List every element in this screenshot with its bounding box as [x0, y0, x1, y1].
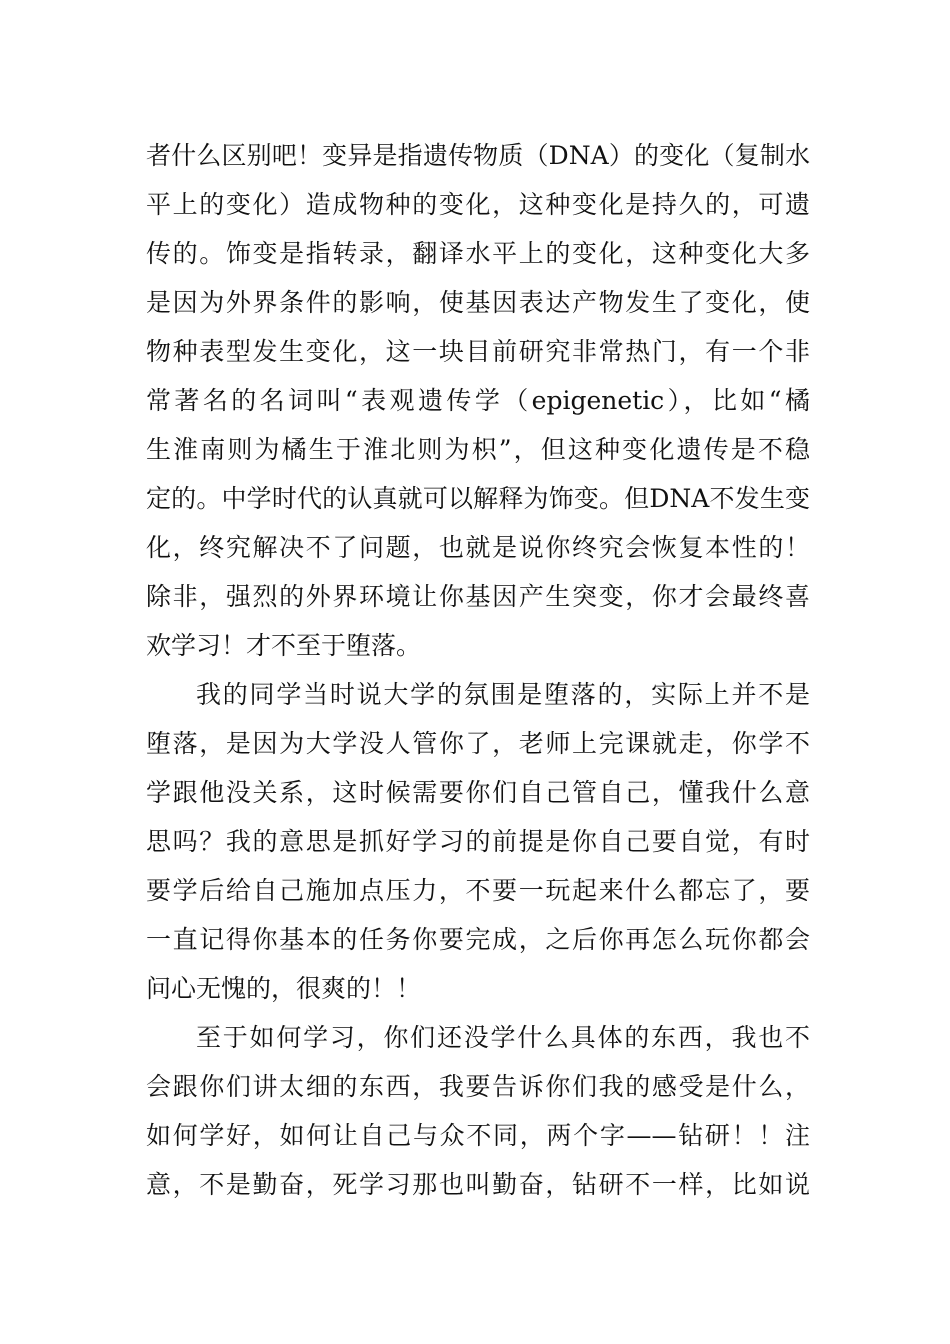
- text-line: 物种表型发生变化，这一块目前研究非常热门，有一个非: [146, 337, 810, 366]
- text-line: 问心无愧的，很爽的！！: [146, 974, 422, 1003]
- text-line: 是因为外界条件的影响，使基因表达产物发生了变化，使: [146, 288, 810, 317]
- text-line: 要学后给自己施加点压力，不要一玩起来什么都忘了，要: [146, 876, 810, 905]
- text-line: 思吗？我的意思是抓好学习的前提是你自己要自觉，有时: [146, 827, 810, 856]
- text-line: 者什么区别吧！变异是指遗传物质（DNA）的变化（复制水: [146, 141, 810, 170]
- text-line: 除非，强烈的外界环境让你基因产生突变，你才会最终喜: [146, 582, 810, 611]
- paragraph-first-line: 我的同学当时说大学的氛围是堕落的，实际上并不是: [196, 680, 810, 709]
- body-text: [146, 131, 810, 1209]
- text-line: 意，不是勤奋，死学习那也叫勤奋，钻研不一样，比如说: [146, 1170, 810, 1199]
- text-line: 化，终究解决不了问题，也就是说你终究会恢复本性的！: [146, 533, 810, 562]
- text-line: 平上的变化）造成物种的变化，这种变化是持久的，可遗: [146, 190, 810, 219]
- paragraph-first-line: 至于如何学习，你们还没学什么具体的东西，我也不: [196, 1023, 810, 1052]
- text-line: 堕落，是因为大学没人管你了，老师上完课就走，你学不: [146, 729, 810, 758]
- text-line: 生淮南则为橘生于淮北则为枳”，但这种变化遗传是不稳: [146, 435, 810, 464]
- text-line: 会跟你们讲太细的东西，我要告诉你们我的感受是什么，: [146, 1072, 810, 1101]
- text-line: 欢学习！才不至于堕落。: [146, 631, 422, 660]
- text-line: 常著名的名词叫“表观遗传学（epigenetic），比如“橘: [146, 386, 810, 415]
- text-line: 定的。中学时代的认真就可以解释为饰变。但DNA不发生变: [146, 484, 810, 513]
- text-line: 学跟他没关系，这时候需要你们自己管自己，懂我什么意: [146, 778, 810, 807]
- text-line: 一直记得你基本的任务你要完成，之后你再怎么玩你都会: [146, 925, 810, 954]
- text-line: 传的。饰变是指转录，翻译水平上的变化，这种变化大多: [146, 239, 810, 268]
- text-line: 如何学好，如何让自己与众不同，两个字——钻研！！注: [146, 1121, 810, 1150]
